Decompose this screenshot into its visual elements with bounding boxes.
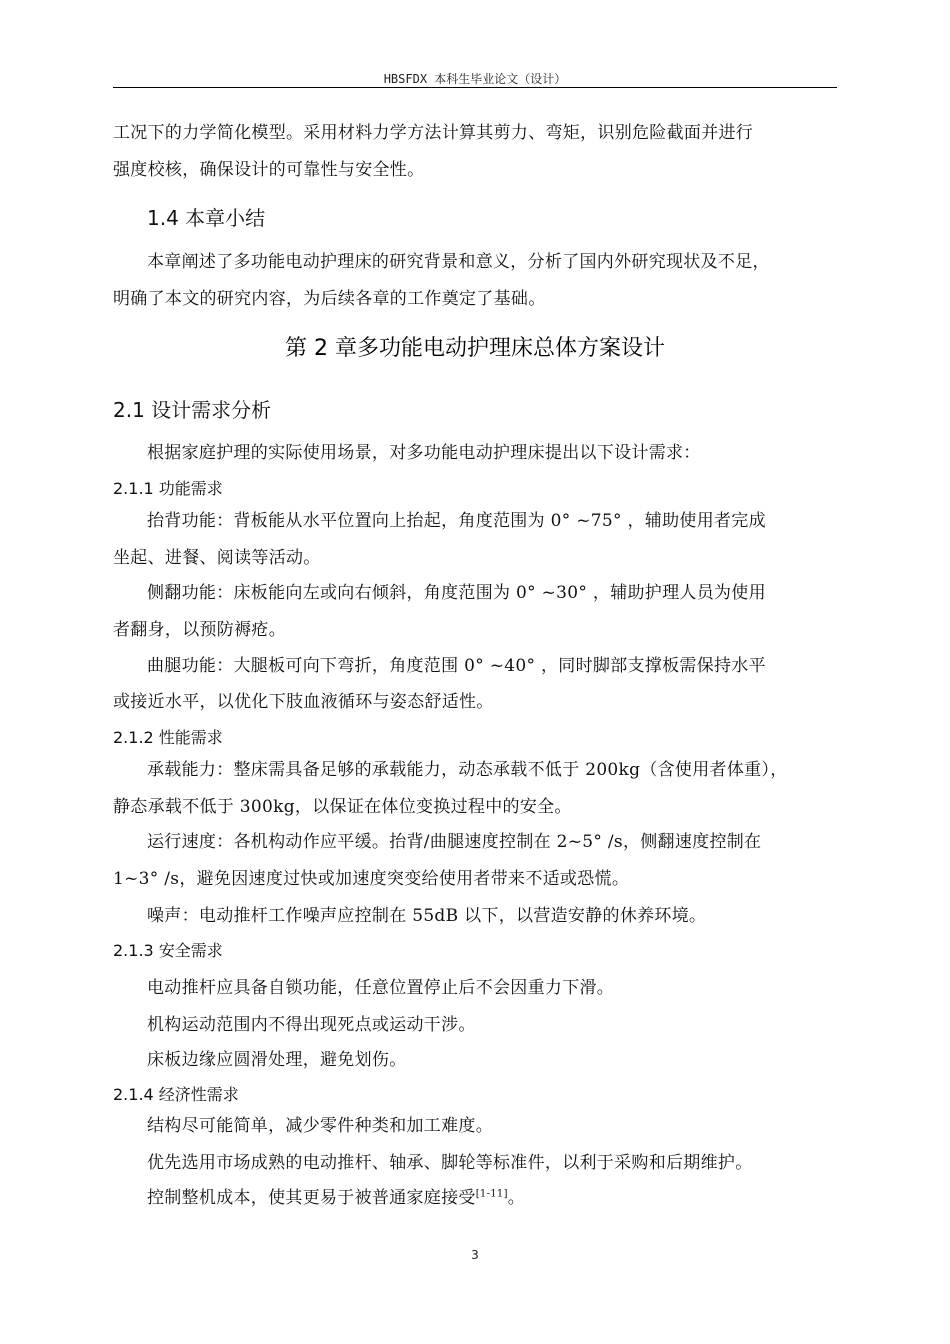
subsection-heading-2-1-2: 2.1.2 性能需求 (113, 728, 223, 747)
paragraph-line: 静态承载不低于 300kg，以保证在体位变换过程中的安全。 (113, 797, 572, 817)
paragraph-line: 明确了本文的研究内容，为后续各章的工作奠定了基础。 (113, 289, 546, 309)
header-divider (113, 87, 837, 88)
chapter-title: 第 2 章多功能电动护理床总体方案设计 (285, 336, 665, 361)
paragraph-line: 结构尽可能简单，减少零件种类和加工难度。 (147, 1116, 493, 1136)
paragraph-line: 承载能力：整床需具备足够的承载能力，动态承载不低于 200kg（含使用者体重）， (147, 760, 788, 780)
paragraph-line: 机构运动范围内不得出现死点或运动干涉。 (147, 1015, 476, 1035)
paragraph-line: 噪声：电动推杆工作噪声应控制在 55dB 以下，以营造安静的休养环境。 (147, 906, 707, 926)
paragraph-end-punctuation: 。 (507, 1188, 526, 1208)
paragraph-line: 侧翻功能：床板能向左或向右倾斜，角度范围为 0° ~30° ，辅助护理人员为使用 (147, 583, 766, 603)
paragraph-text: 控制整机成本，使其更易于被普通家庭接受 (147, 1188, 476, 1208)
paragraph-line: 曲腿功能：大腿板可向下弯折，角度范围 0° ~40° ，同时脚部支撑板需保持水平 (147, 656, 766, 676)
paragraph-line: 强度校核，确保设计的可靠性与安全性。 (113, 160, 425, 180)
paragraph-line: 床板边缘应圆滑处理，避免划伤。 (147, 1050, 407, 1070)
paragraph-with-citation (147, 1183, 525, 1208)
subsection-heading-2-1-1: 2.1.1 功能需求 (113, 479, 223, 498)
paragraph-line: 运行速度：各机构动作应平缓。抬背/曲腿速度控制在 2~5° /s，侧翻速度控制在 (147, 832, 762, 852)
section-heading-2-1: 2.1 设计需求分析 (113, 398, 272, 422)
subsection-heading-2-1-3: 2.1.3 安全需求 (113, 941, 223, 960)
paragraph-line: 优先选用市场成熟的电动推杆、轴承、脚轮等标准件，以利于采购和后期维护。 (147, 1153, 753, 1173)
paragraph-line: 或接近水平，以优化下肢血液循环与姿态舒适性。 (113, 692, 494, 712)
paragraph-line: 电动推杆应具备自锁功能，任意位置停止后不会因重力下滑。 (147, 978, 615, 998)
paragraph-line: 坐起、进餐、阅读等活动。 (113, 548, 321, 568)
paragraph-line: 本章阐述了多功能电动护理床的研究背景和意义，分析了国内外研究现状及不足， (147, 252, 770, 272)
subsection-heading-2-1-4: 2.1.4 经济性需求 (113, 1085, 239, 1104)
running-header: HBSFDX 本科生毕业论文（设计） (383, 72, 567, 86)
paragraph-line: 抬背功能：背板能从水平位置向上抬起，角度范围为 0° ~75° ，辅助使用者完成 (147, 511, 766, 531)
section-heading-1-4: 1.4 本章小结 (147, 206, 266, 230)
citation-reference[interactable]: [1-11] (475, 1188, 508, 1200)
paragraph-line: 根据家庭护理的实际使用场景，对多功能电动护理床提出以下设计需求： (147, 443, 701, 463)
page-number: 3 (471, 1248, 479, 1262)
paragraph-line: 者翻身，以预防褥疮。 (113, 620, 286, 640)
paragraph-line: 工况下的力学简化模型。采用材料力学方法计算其剪力、弯矩，识别危险截面并进行 (113, 123, 754, 143)
paragraph-line: 1~3° /s，避免因速度过快或加速度突变给使用者带来不适或恐慌。 (113, 869, 630, 889)
